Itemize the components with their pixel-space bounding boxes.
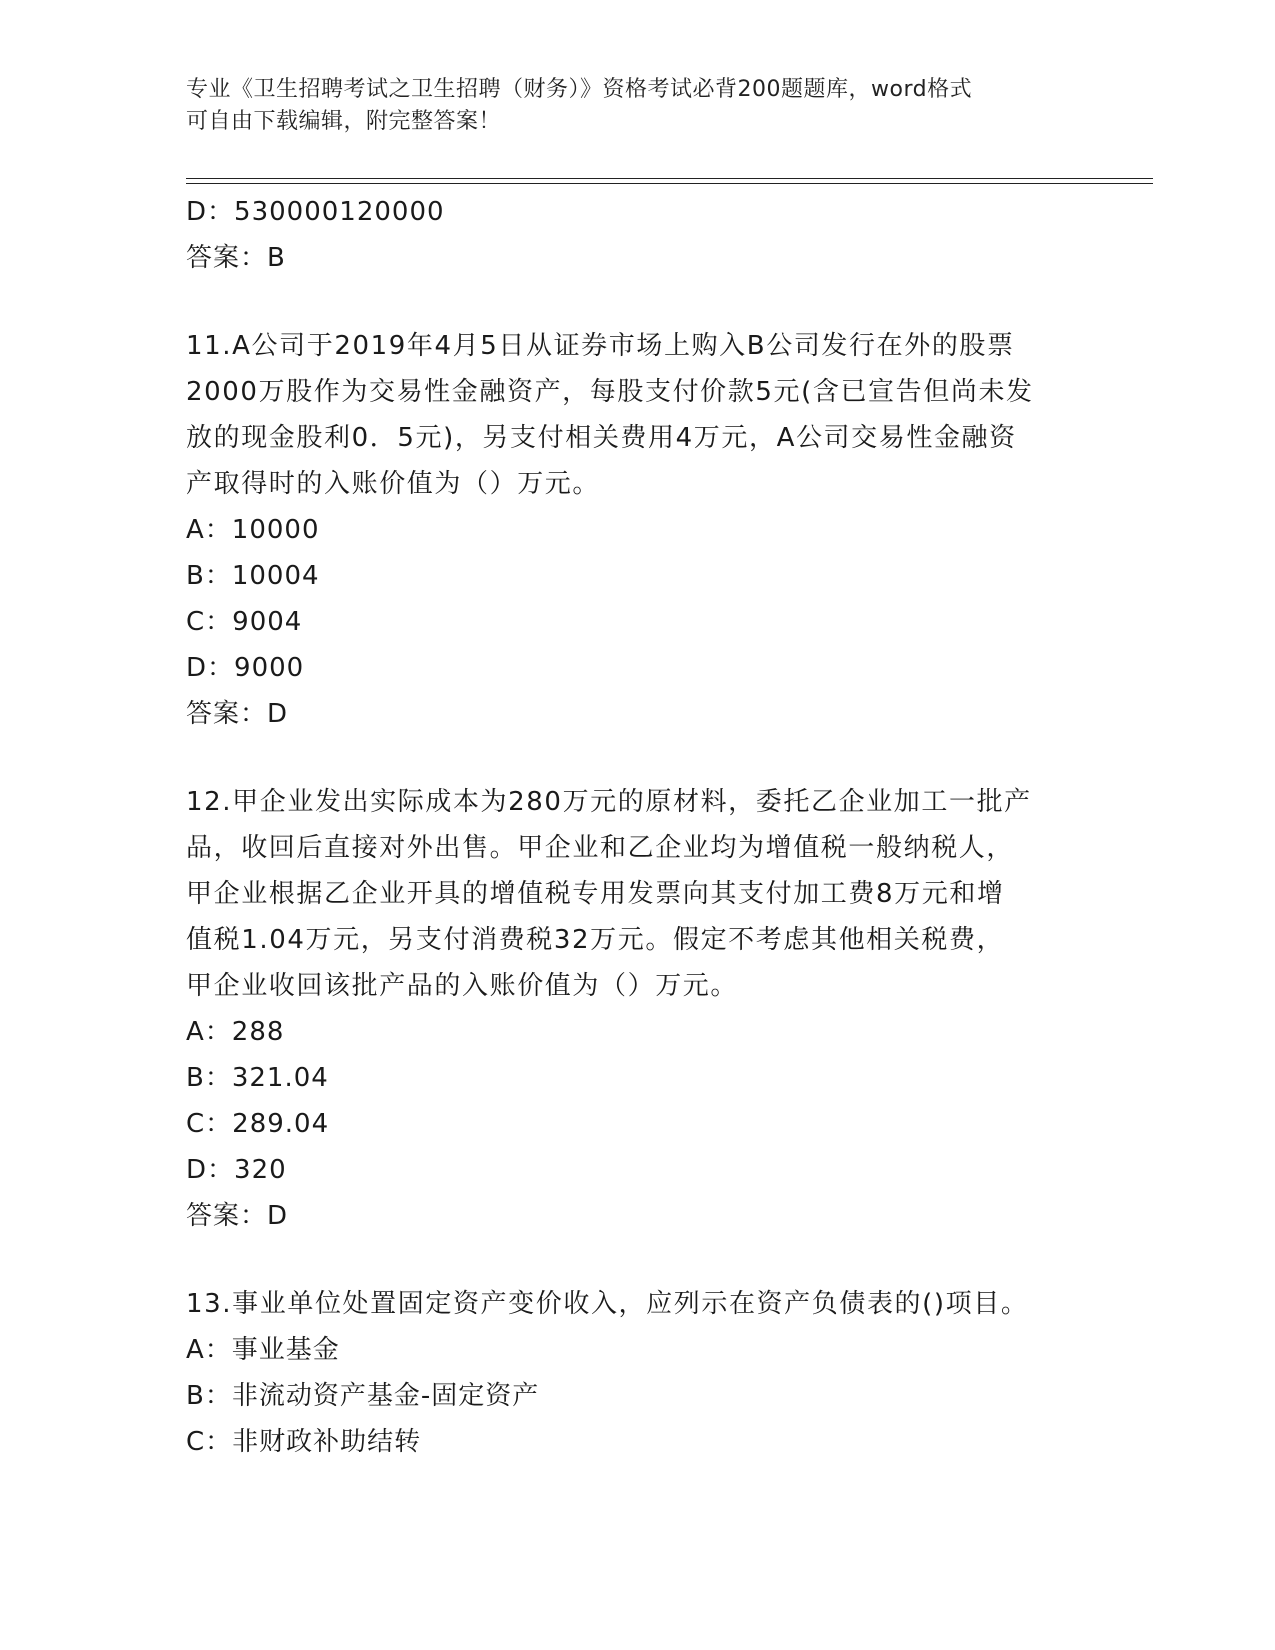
- question-text-line: 11.A公司于2019年4月5日从证券市场上购入B公司发行在外的股票: [186, 331, 1015, 361]
- option-c: C：289.04: [186, 1109, 330, 1139]
- option-c: C：9004: [186, 607, 303, 637]
- option-d: D：9000: [186, 653, 305, 683]
- header-divider-secondary: [186, 183, 1153, 184]
- question-text-line: 产取得时的入账价值为（）万元。: [186, 469, 601, 499]
- question-text-line: 放的现金股利0．5元)，另支付相关费用4万元，A公司交易性金融资: [186, 423, 1017, 453]
- header-title-line-1: 专业《卫生招聘考试之卫生招聘（财务）》资格考试必背200题题库，word格式: [186, 77, 973, 102]
- question-text-line: 13.事业单位处置固定资产变价收入，应列示在资产负债表的()项目。: [186, 1289, 1029, 1319]
- option-a: A：288: [186, 1017, 285, 1047]
- question-text-line: 甲企业收回该批产品的入账价值为（）万元。: [186, 971, 739, 1001]
- question-text-line: 2000万股作为交易性金融资产，每股支付价款5元(含已宣告但尚未发: [186, 377, 1034, 407]
- header-divider: [186, 178, 1153, 179]
- question-12: [186, 779, 1086, 1239]
- option-a: A：事业基金: [186, 1335, 340, 1365]
- question-11: [186, 323, 1086, 737]
- document-body: [186, 189, 1086, 1465]
- option-b: B：10004: [186, 561, 320, 591]
- option-b: B：321.04: [186, 1063, 329, 1093]
- option-b: B：非流动资产基金-固定资产: [186, 1381, 540, 1411]
- option-d: D：530000120000: [186, 197, 445, 227]
- question-text-line: 甲企业根据乙企业开具的增值税专用发票向其支付加工费8万元和增: [186, 879, 1005, 909]
- answer: 答案：B: [186, 243, 286, 273]
- answer: 答案：D: [186, 699, 289, 729]
- option-d: D：320: [186, 1155, 287, 1185]
- header-title-line-2: 可自由下载编辑，附完整答案！: [186, 109, 502, 134]
- question-13: [186, 1281, 1086, 1465]
- document-header: [186, 74, 1066, 138]
- option-c: C：非财政补助结转: [186, 1427, 422, 1457]
- question-text-line: 12.甲企业发出实际成本为280万元的原材料，委托乙企业加工一批产: [186, 787, 1032, 817]
- previous-question: [186, 189, 1086, 281]
- question-text-line: 品，收回后直接对外出售。甲企业和乙企业均为增值税一般纳税人，: [186, 833, 1015, 863]
- answer: 答案：D: [186, 1201, 289, 1231]
- question-text-line: 值税1.04万元，另支付消费税32万元。假定不考虑其他相关税费，: [186, 925, 1005, 955]
- option-a: A：10000: [186, 515, 320, 545]
